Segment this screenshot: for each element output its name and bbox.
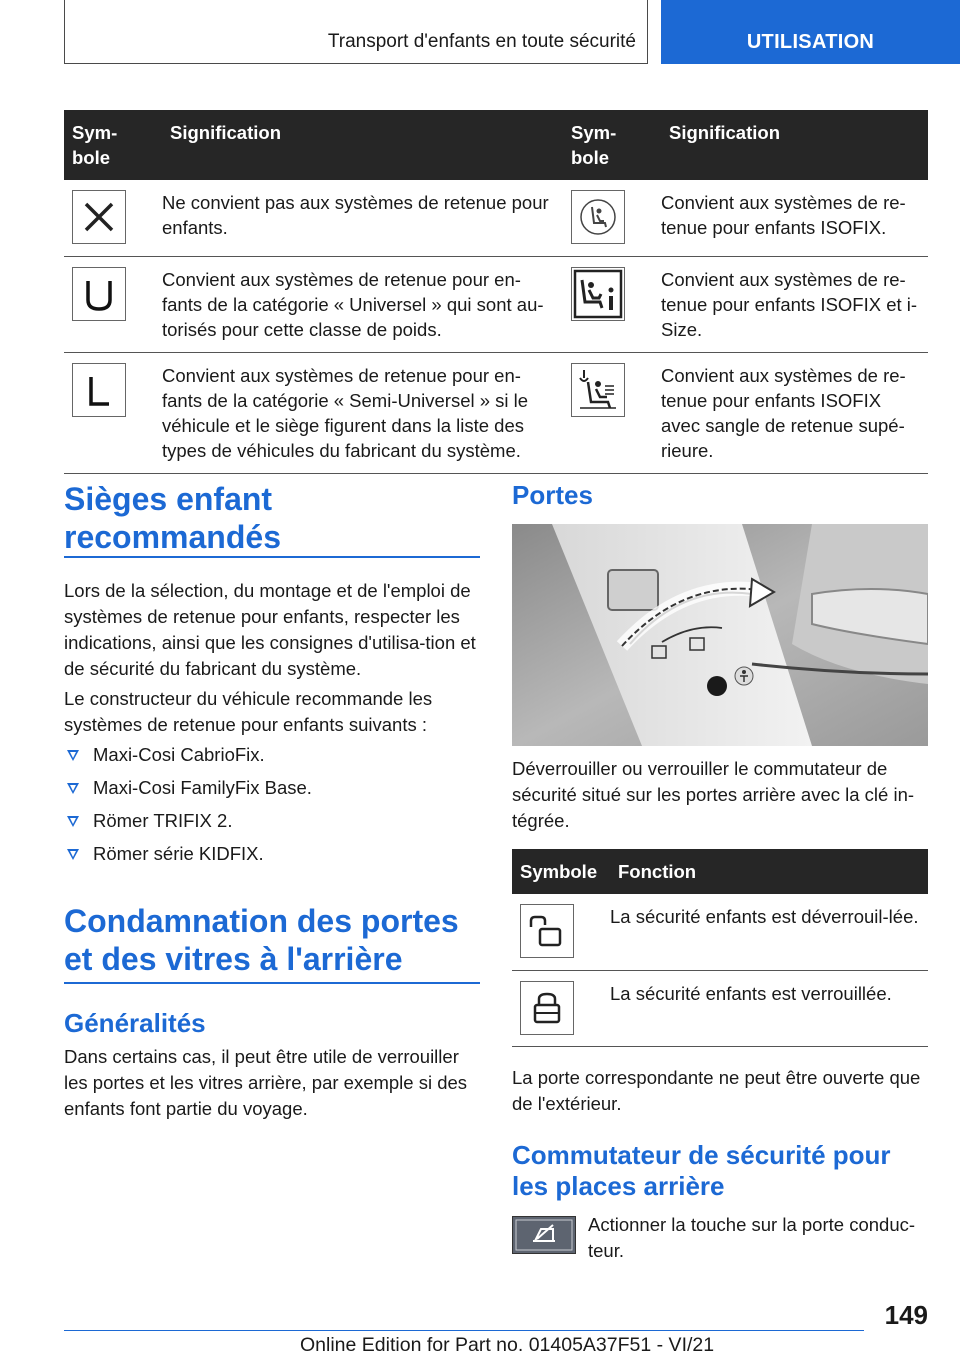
list-item-text: Römer TRIFIX 2. (93, 810, 233, 831)
chapter-tab[interactable]: UTILISATION (661, 0, 960, 64)
isofix-seat-icon (571, 190, 625, 244)
recommended-seats-heading: Sièges enfant recommandés (64, 481, 281, 555)
recommended-seats-list (64, 742, 480, 874)
table-row (512, 894, 928, 970)
doors-heading: Portes (512, 480, 593, 510)
list-item-text: Maxi-Cosi CabrioFix. (93, 744, 265, 765)
header-symbol-right-text: Sym- bole (571, 122, 617, 168)
list-item-text: Maxi-Cosi FamilyFix Base. (93, 777, 312, 798)
section-title: Transport d'enfants en toute sécurité (327, 31, 636, 52)
door-lock-heading: Condamnation des portes et des vitres à l'arrière (64, 903, 459, 977)
recommended-para-2: Le constructeur du véhicule recommande les systèmes de retenue pour enfants suivants : (64, 688, 433, 735)
header-meaning-left: Signification (162, 110, 563, 180)
list-item (64, 841, 480, 867)
function-cell: La sécurité enfants est déverrouil-lée. (610, 894, 928, 970)
list-item (64, 808, 480, 834)
function-table (512, 849, 928, 1047)
table-row (512, 970, 928, 1046)
general-para: Dans certains cas, il peut être utile de verrouiller les portes et les vitres arrière, par exemple si des enfants font partie du voyage. (64, 1046, 468, 1119)
x-mark-icon (72, 190, 126, 244)
heading-rule (64, 556, 480, 558)
triangle-bullet-icon (67, 750, 79, 761)
triangle-bullet-icon (67, 816, 79, 827)
edition-text: Online Edition for Part no. 01405A37F51 - VI/21 (300, 1334, 715, 1356)
safety-switch-para: Actionner la touche sur la porte conduc-teur. (588, 1214, 916, 1261)
list-item (64, 775, 480, 801)
header-symbol-left-text: Sym- bole (72, 122, 118, 168)
letter-l-icon (72, 363, 126, 417)
isofix-top-tether-icon (571, 363, 625, 417)
meaning-cell: Convient aux systèmes de re-tenue pour enfants ISOFIX. (661, 180, 928, 256)
header-meaning-right: Signification (661, 110, 928, 180)
safety-switch-heading: Commutateur de sécurité pour les places arrière (512, 1140, 891, 1201)
list-item-text: Römer série KIDFIX. (93, 843, 264, 864)
symbol-table (64, 110, 928, 474)
letter-u-icon (72, 267, 126, 321)
list-item (64, 742, 480, 768)
header-symbol-right (563, 110, 661, 180)
meaning-cell: Convient aux systèmes de retenue pour en-fants de la catégorie « Semi-Universel » si le véhicule et le siège figurent dans la liste des types de véhicules du fabricant du système. (162, 352, 563, 473)
footer-edition (300, 1334, 940, 1357)
triangle-bullet-icon (67, 783, 79, 794)
table-row (64, 256, 928, 352)
header-symbol: Symbole (512, 849, 610, 894)
general-heading: Généralités (64, 1008, 206, 1038)
meaning-cell: Convient aux systèmes de re-tenue pour enfants ISOFIX avec sangle de retenue supé-rieure. (661, 352, 928, 473)
page-number: 149 (884, 1300, 928, 1330)
header-function: Fonction (610, 849, 928, 894)
table-row (64, 352, 928, 473)
doors-note: La porte correspondante ne peut être ouverte que de l'extérieur. (512, 1067, 921, 1114)
table-row (64, 180, 928, 256)
heading-rule (64, 982, 480, 984)
footer-rule (64, 1330, 864, 1331)
triangle-bullet-icon (67, 849, 79, 860)
child-lock-photo (512, 524, 928, 746)
meaning-cell: Convient aux systèmes de re-tenue pour enfants ISOFIX et i-Size. (661, 256, 928, 352)
meaning-cell: Convient aux systèmes de retenue pour en-fants de la catégorie « Universel » qui sont au-torisés pour cette classe de poids. (162, 256, 563, 352)
window-lock-button-icon (512, 1216, 576, 1254)
isofix-i-size-icon (571, 267, 625, 321)
header-symbol-left (64, 110, 162, 180)
locked-icon (520, 981, 574, 1035)
unlocked-icon (520, 904, 574, 958)
function-cell: La sécurité enfants est verrouillée. (610, 970, 928, 1046)
doors-para: Déverrouiller ou verrouiller le commutateur de sécurité situé sur les portes arrière avec la clé in-tégrée. (512, 758, 915, 831)
recommended-para-1: Lors de la sélection, du montage et de l'emploi de systèmes de retenue pour enfants, respecter les indications, ainsi que les consignes d'utilisa-tion et de sécurité du fabricant du système. (64, 580, 476, 679)
meaning-cell: Ne convient pas aux systèmes de retenue pour enfants. (162, 180, 563, 256)
